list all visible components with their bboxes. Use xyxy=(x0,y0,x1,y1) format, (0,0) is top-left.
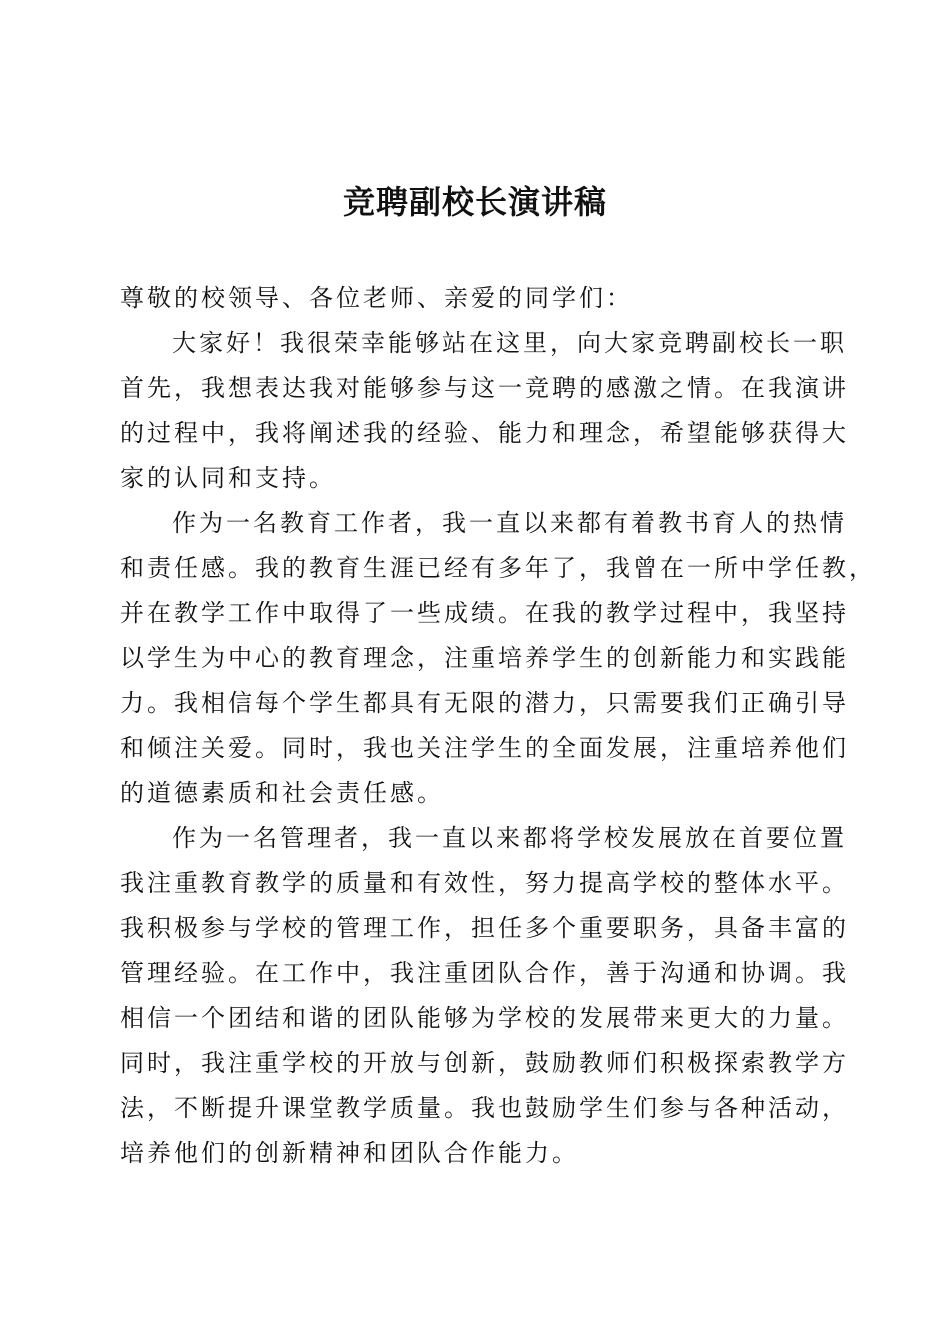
paragraph-line: 力。我相信每个学生都具有无限的潜力，只需要我们正确引导 xyxy=(120,689,849,717)
paragraph-line: 并在教学工作中取得了一些成绩。在我的教学过程中，我坚持 xyxy=(120,599,849,627)
paragraph-line: 作为一名管理者，我一直以来都将学校发展放在首要位置 xyxy=(172,824,847,852)
paragraph-line: 相信一个团结和谐的团队能够为学校的发展带来更大的力量。 xyxy=(120,1004,849,1032)
paragraph-2 xyxy=(120,501,876,816)
paragraph-line: 我积极参与学校的管理工作，担任多个重要职务，具备丰富的 xyxy=(120,914,849,942)
paragraph-line: 管理经验。在工作中，我注重团队合作，善于沟通和协调。我 xyxy=(120,959,849,987)
paragraph-line: 大家好！我很荣幸能够站在这里，向大家竞聘副校长一职 xyxy=(172,329,847,357)
paragraph-line: 法，不断提升课堂教学质量。我也鼓励学生们参与各种活动， xyxy=(120,1094,849,1122)
paragraph-line: 同时，我注重学校的开放与创新，鼓励教师们积极探索教学方 xyxy=(120,1049,849,1077)
paragraph-line: 家的认同和支持。 xyxy=(120,464,336,492)
paragraph-line: 和责任感。我的教育生涯已经有多年了，我曾在一所中学任教， xyxy=(120,554,876,582)
paragraph-line: 首先，我想表达我对能够参与这一竞聘的感激之情。在我演讲 xyxy=(120,374,849,402)
paragraph-line: 以学生为中心的教育理念，注重培养学生的创新能力和实践能 xyxy=(120,644,849,672)
paragraph-line: 的道德素质和社会责任感。 xyxy=(120,779,444,807)
paragraph-3 xyxy=(120,816,849,1176)
paragraph-line: 我注重教育教学的质量和有效性，努力提高学校的整体水平。 xyxy=(120,869,849,897)
document-body xyxy=(120,276,876,1176)
document-title: 竞聘副校长演讲稿 xyxy=(342,183,607,221)
paragraph-line: 作为一名教育工作者，我一直以来都有着教书育人的热情 xyxy=(172,509,847,537)
salutation: 尊敬的校领导、各位老师、亲爱的同学们： xyxy=(120,284,633,312)
paragraph-line: 和倾注关爱。同时，我也关注学生的全面发展，注重培养他们 xyxy=(120,734,849,762)
paragraph-line: 培养他们的创新精神和团队合作能力。 xyxy=(120,1139,579,1167)
paragraph-line: 的过程中，我将阐述我的经验、能力和理念，希望能够获得大 xyxy=(120,419,849,447)
paragraph-1 xyxy=(120,321,849,501)
